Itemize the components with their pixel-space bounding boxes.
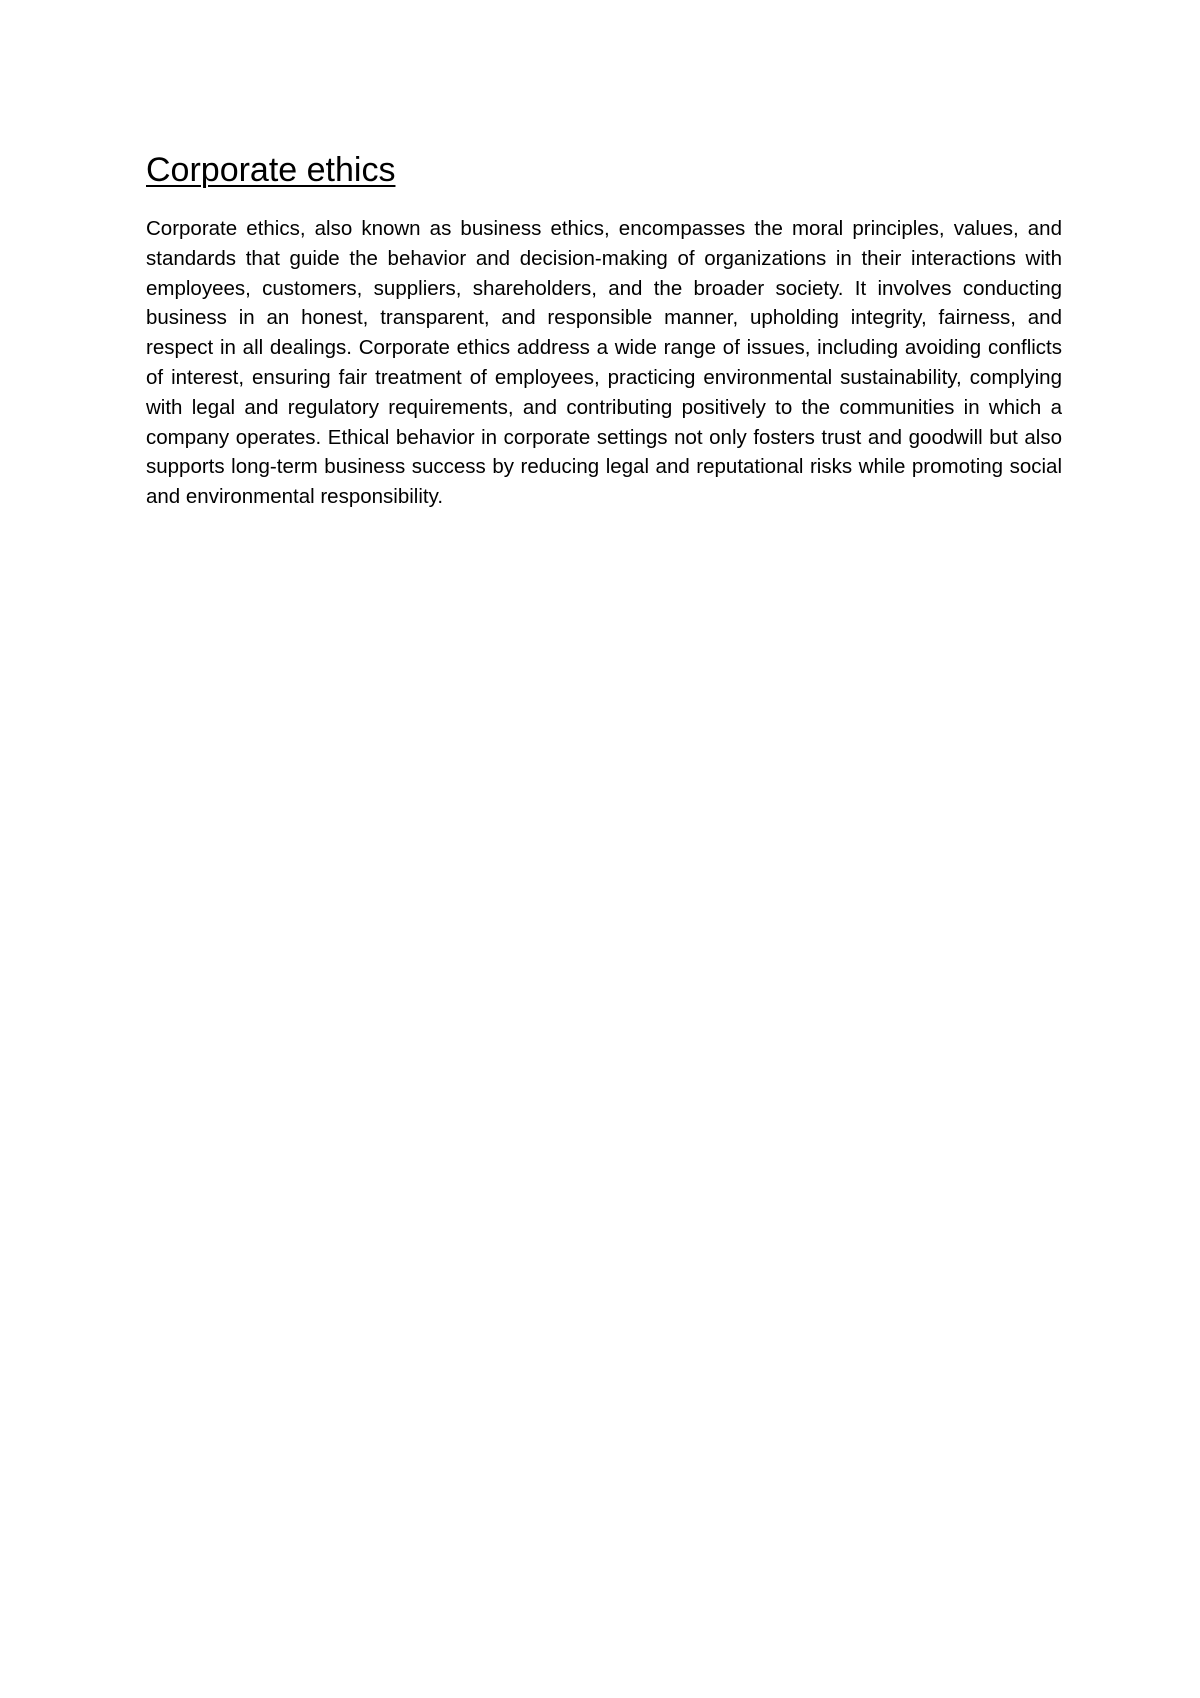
document-title: Corporate ethics xyxy=(146,151,396,189)
body-paragraph: Corporate ethics, also known as business ethics, encompasses the moral principles, values, and standards that guide the behavior and decision-making of organizations in their interactions with employees, customers, suppliers, shareholders, and the broader society. It involves conducting business in an honest, transparent, and responsible manner, upholding integrity, fairness, and respect in all dealings. Corporate ethics address a wide range of issues, including avoiding conflicts of interest, ensuring fair treatment of employees, practicing environmental sustainability, complying with legal and regulatory requirements, and contributing positively to the communities in which a company operates. Ethical behavior in corporate settings not only fosters trust and goodwill but also supports long-term business success by reducing legal and reputational risks while promoting social and environmental responsibility. xyxy=(146,217,1062,509)
document-body xyxy=(146,148,1062,512)
